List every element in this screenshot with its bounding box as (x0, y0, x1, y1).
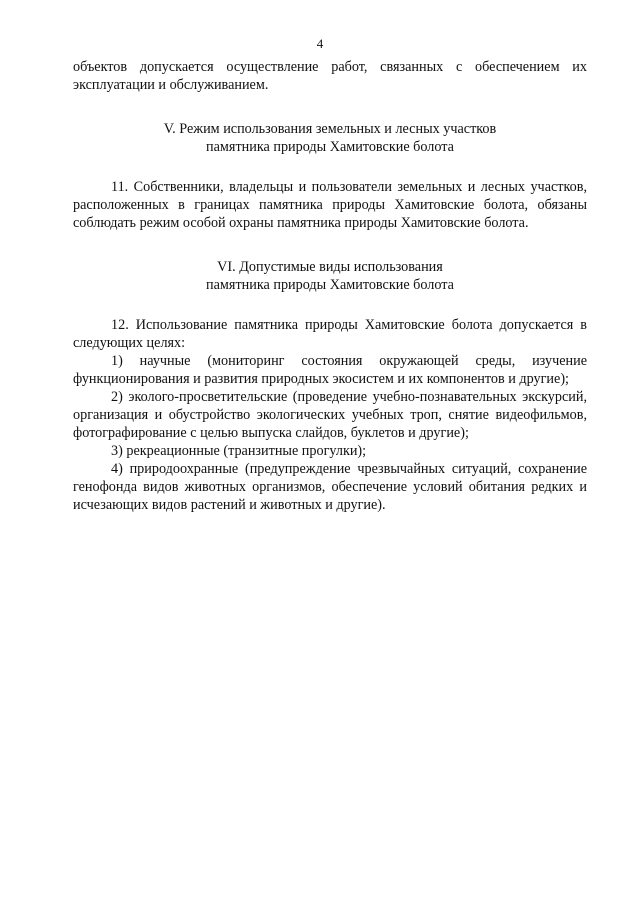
section-6-heading (73, 258, 587, 294)
list-item-2: 2) эколого-просветительские (проведение учебно-познавательных экскурсий, организация и обустройство экологических учебных троп, снятие видеофильмов, фотографирование с целью выпуска слайдов, буклетов и другие); (73, 389, 587, 441)
list-item-3: 3) рекреационные (транзитные прогулки); (111, 443, 367, 459)
section-5-title-line-1: V. Режим использования земельных и лесных участков (163, 121, 497, 137)
list-item-4: 4) природоохранные (предупреждение чрезвычайных ситуаций, сохранение генофонда видов животных организмов, обеспечение условий обитания редких и исчезающих видов растений и животных и другие). (73, 461, 587, 513)
section-6-title-line-2: памятника природы Хамитовские болота (206, 277, 454, 293)
intro-paragraph: объектов допускается осуществление работ, связанных с обеспечением их эксплуатации и обслуживанием. (73, 59, 587, 93)
section-5-title-line-2: памятника природы Хамитовские болота (206, 139, 454, 155)
page-number: 4 (316, 36, 324, 51)
section-5-heading (73, 120, 587, 156)
document-body (73, 58, 587, 514)
paragraph-11: 11. Собственники, владельцы и пользователи земельных и лесных участков, расположенных в границах памятника природы Хамитовские болота, обязаны соблюдать режим особой охраны памятника природы Хамитовские болота. (73, 179, 587, 231)
list-item-1: 1) научные (мониторинг состояния окружающей среды, изучение функционирования и развития природных экосистем и их компонентов и другие); (73, 353, 587, 387)
paragraph-12: 12. Использование памятника природы Хамитовские болота допускается в следующих целях: (73, 317, 587, 351)
section-6-title-line-1: VI. Допустимые виды использования (217, 259, 443, 275)
